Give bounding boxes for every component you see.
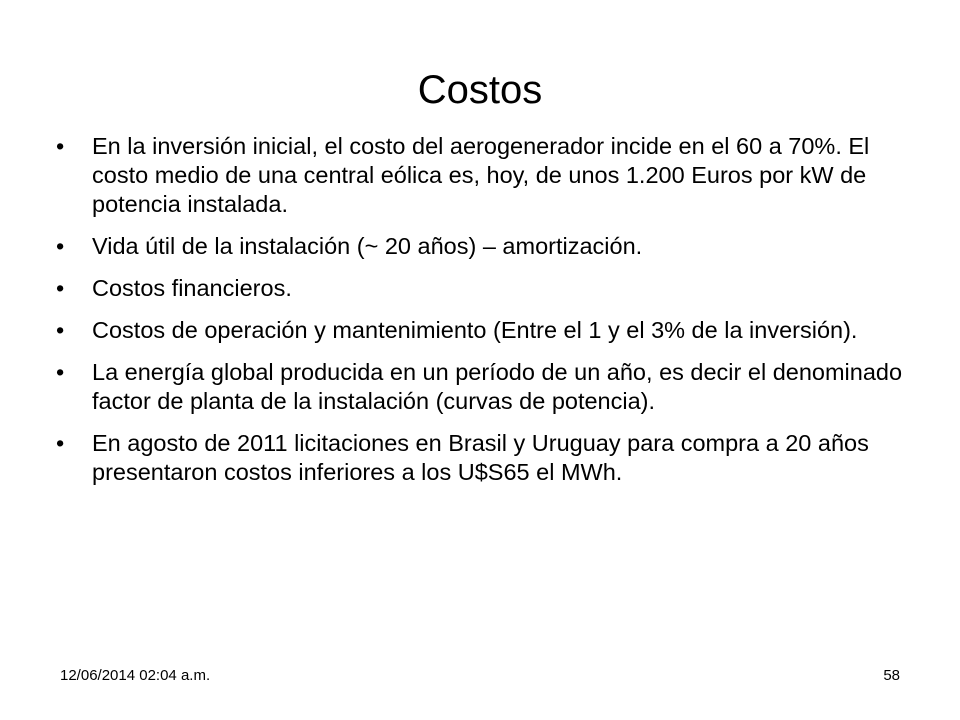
bullet-item xyxy=(56,132,906,219)
bullet-item xyxy=(56,274,906,303)
bullet-text: La energía global producida en un período de un año, es decir el denominado factor de planta de la instalación (curvas de potencia). xyxy=(92,359,903,414)
bullet-marker: • xyxy=(56,233,65,259)
bullet-marker: • xyxy=(56,133,65,159)
bullet-marker: • xyxy=(56,317,65,343)
bullet-text: Costos financieros. xyxy=(92,275,292,301)
bullet-marker: • xyxy=(56,430,65,456)
bullet-text: En la inversión inicial, el costo del aerogenerador incide en el 60 a 70%. El costo medio de una central eólica es, hoy, de unos 1.200 Euros por kW de potencia instalada. xyxy=(92,133,870,217)
bullet-marker: • xyxy=(56,275,65,301)
page-number: 58 xyxy=(883,667,900,684)
bullet-list xyxy=(56,132,906,500)
bullet-text: En agosto de 2011 licitaciones en Brasil y Uruguay para compra a 20 años presentaron costos inferiores a los U$S65 el MWh. xyxy=(92,430,869,485)
bullet-item xyxy=(56,358,906,416)
bullet-item xyxy=(56,429,906,487)
bullet-text: Costos de operación y mantenimiento (Entre el 1 y el 3% de la inversión). xyxy=(92,317,858,343)
bullet-item xyxy=(56,316,906,345)
bullet-text: Vida útil de la instalación (~ 20 años) – amortización. xyxy=(92,233,643,259)
slide-title: Costos xyxy=(417,68,543,112)
bullet-item xyxy=(56,232,906,261)
bullet-marker: • xyxy=(56,359,65,385)
footer-date: 12/06/2014 02:04 a.m. xyxy=(60,667,211,684)
